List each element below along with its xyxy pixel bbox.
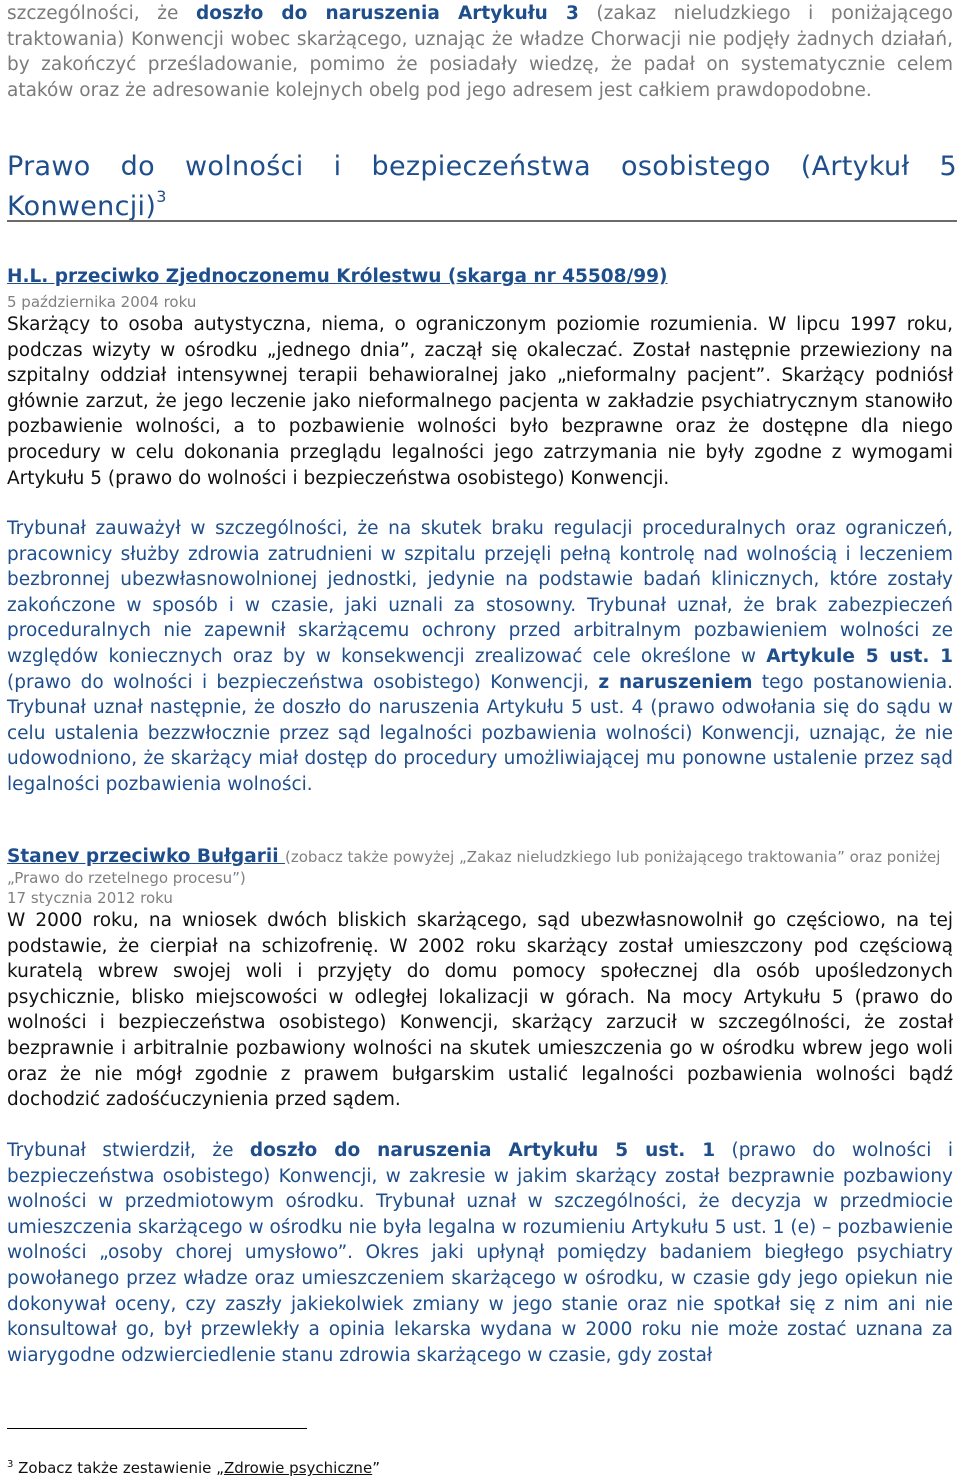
case-title-hl[interactable]	[7, 266, 668, 287]
footnote-ref[interactable]: 3	[156, 187, 167, 206]
intro-paragraph	[7, 1, 953, 103]
case-title-stanev[interactable]: Stanev przeciwko Bułgarii	[7, 846, 286, 867]
case-title-stanev-block	[7, 846, 957, 889]
case-stanev-ruling	[7, 1138, 953, 1368]
heading-rule	[7, 220, 957, 222]
case-hl-ruling-bold-1: Artykule 5 ust. 1	[766, 645, 954, 667]
intro-bold-violation: doszło do naruszenia Artykułu 3	[195, 3, 579, 24]
case-hl-ruling-text-1: Trybunał zauważył w szczególności, że na skutek braku regulacji proceduralnych oraz ograniczeń, pracownicy służby zdrowia zatrudnieni w szpitalu przejęli pełną kontrolę nad wolnością i leczeniem bezbronnej ubezwłasnowolnionej jednostki, jedynie na podstawie badań klinicznych, które zostały zakończone w sposób i w czasie, jaki uznali za stosowny. Trybunał uznał, że brak zabezpieczeń proceduralnych nie zapewnił skarżącemu ochrony przed arbitralnym pozbawieniem wolności ze względów koniecznych oraz by w konsekwencji zrealizować cele określone w	[7, 518, 953, 667]
case-date-stanev-text: 17 stycznia 2012 roku	[7, 889, 173, 907]
case-date-hl	[7, 292, 196, 312]
case-stanev-facts	[7, 908, 953, 1113]
case-date-hl-text: 5 października 2004 roku	[7, 293, 197, 311]
section-heading	[7, 152, 957, 222]
footnote-text: Zobacz także zestawienie „	[13, 1459, 224, 1477]
case-stanev-ruling-text-2: (prawo do wolności i bezpieczeństwa osobistego) Konwencji, w zakresie w jakim skarżący został bezprawnie pozbawiony wolności w przedmiotowym ośrodku. Trybunał uznał w szczególności, że decyzja w przedmiocie umieszczenia skarżącego w ośrodku nie była legalna w rozumieniu Artykułu 5 ust. 1 (e) – pozbawienie wolności „osoby chorej umysłowo”. Okres jaki upłynął pomiędzy badaniem biegłego psychiatry powołanego przez władze oraz umieszczeniem skarżącego w ośrodku, w czasie gdy jego opiekun nie dokonywał oceny, czy zaszły jakiekolwiek zmiany w jego stanie oraz nie spotkał się z nim ani nie konsultował go, był przewlekły a opinia lekarska wydana w 2000 roku nie może zostać uznana za wiarygodne odzwierciedlenie stanu zdrowia skarżącego w czasie, gdy został	[7, 1140, 953, 1366]
intro-text-1: szczególności, że	[7, 3, 196, 24]
footnote-number: 3	[7, 1459, 14, 1470]
case-stanev-ruling-text-1: Trybunał stwierdził, że	[7, 1140, 250, 1161]
case-stanev-ruling-bold: doszło do naruszenia Artykułu 5 ust. 1	[249, 1140, 716, 1161]
case-hl-ruling-text-3: tego postanowienia. Trybunał uznał następnie, że doszło do naruszenia Artykułu 5 ust. 4 (prawo odwołania się do sądu w celu ustalenia bezzwłocznie przez sąd legalności pozbawienia wolności) Konwencji, uznając, że nie udowodniono, że skarżący miał dostęp do procedury umożliwiającej mu ponowne ustalenie przez sąd legalności pozbawienia wolności.	[7, 671, 953, 795]
footnote-close-quote: ”	[372, 1459, 380, 1477]
section-heading-text: Prawo do wolności i bezpieczeństwa osobistego (Artykuł 5 Konwencji)	[7, 151, 957, 222]
case-hl-ruling-bold-2: z naruszeniem	[598, 671, 753, 693]
intro-text-2: (zakaz nieludzkiego i poniżającego traktowania) Konwencji wobec skarżącego, uznając że władze Chorwacji nie podjęły żadnych działań, by zakończyć prześladowanie, pomimo że posiadały wiedzę, że padał on systematycznie celem ataków oraz że adresowanie kolejnych obelg pod jego adresem jest całkiem prawdopodobne.	[7, 3, 953, 101]
case-hl-ruling	[7, 516, 953, 798]
case-stanev-facts-text: W 2000 roku, na wniosek dwóch bliskich skarżącego, sąd ubezwłasnowolnił go częściowo, na tej podstawie, że cierpiał na schizofrenię. W 2002 roku skarżący został umieszczony pod częściową kuratelą wbrew swojej woli i przyjęty do domu pomocy społecznej dla osób upośledzonych psychicznie, blisko miejscowości w odległej lokalizacji w górach. Na mocy Artykułu 5 (prawo do wolności i bezpieczeństwa osobistego) Konwencji, skarżący zarzucił w szczególności, że został bezprawnie i arbitralnie pozbawiony wolności na skutek umieszczenia go w ośrodku wbrew jego woli oraz że nie mógł zgodnie z prawem bułgarskim ustalić legalności pozbawienia wolności bądź dochodzić zadośćuczynienia przed sądem.	[7, 910, 953, 1111]
footnote-link[interactable]: Zdrowie psychiczne	[223, 1459, 373, 1477]
case-hl-ruling-text-2: (prawo do wolności i bezpieczeństwa osobistego) Konwencji,	[7, 671, 599, 693]
case-title-hl-text[interactable]: H.L. przeciwko Zjednoczonemu Królestwu (skarga nr 45508/99)	[7, 266, 668, 287]
case-stanev-see-also[interactable]: (zobacz także powyżej „Zakaz nieludzkiego lub poniżającego traktowania” oraz poniżej „Prawo do rzetelnego procesu”)	[7, 848, 941, 887]
case-hl-facts	[7, 312, 953, 491]
case-date-stanev	[7, 888, 173, 908]
footnote-rule	[7, 1428, 307, 1429]
case-hl-facts-text: Skarżący to osoba autystyczna, niema, o ograniczonym poziomie rozumienia. W lipcu 1997 roku, podczas wizyty w ośrodku „jednego dnia”, zaczął się okaleczać. Został następnie przewieziony na szpitalny oddział intensywnej terapii behawioralnej jako „nieformalny pacjent”. Skarżący podniósł głównie zarzut, że jego leczenie jako nieformalnego pacjenta w zakładzie psychiatrycznym stanowiło pozbawienie wolności, a to pozbawienie wolności było bezprawne oraz że dostępne dla niego procedury w celu dokonania przeglądu legalności jego zatrzymania nie były zgodne z wymogami Artykułu 5 (prawo do wolności i bezpieczeństwa osobistego) Konwencji.	[7, 314, 953, 489]
